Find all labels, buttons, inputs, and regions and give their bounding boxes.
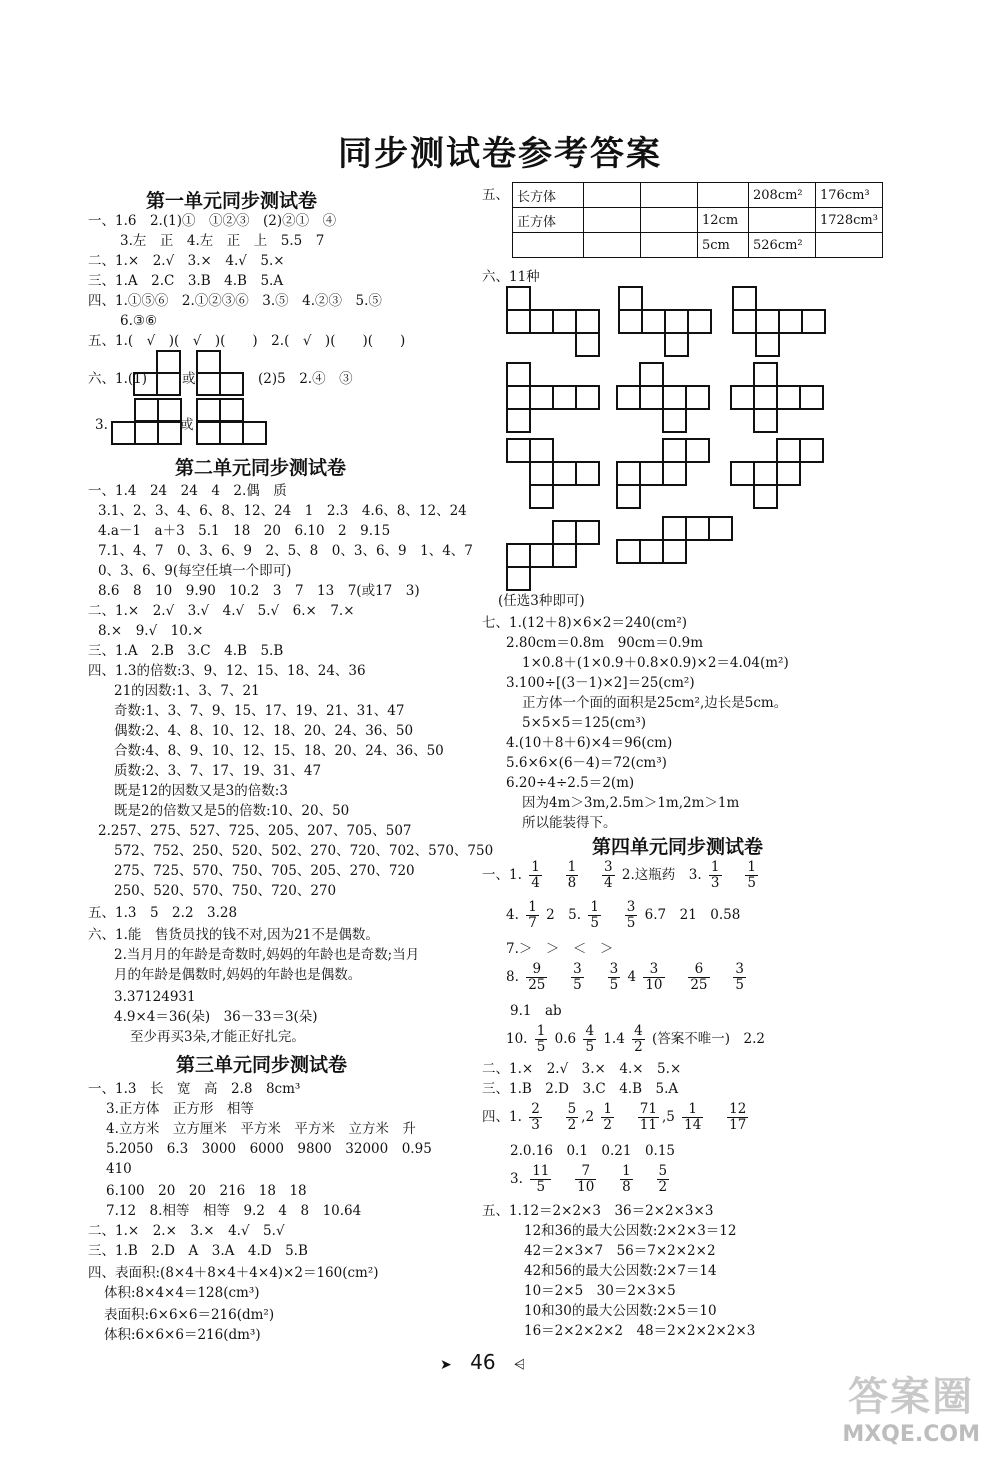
cube-net-figure xyxy=(732,286,828,358)
answer-line: 因为4m＞3m,2.5m＞1m,2m＞1m xyxy=(522,795,740,811)
answer-line: 4.a－1 a＋3 5.1 18 20 6.10 2 9.15 xyxy=(98,523,391,539)
fraction xyxy=(566,1102,579,1133)
answer-line: 体积:6×6×6＝216(dm³) xyxy=(104,1327,261,1343)
answer-text: ,5 xyxy=(661,1109,675,1125)
answer-line: 4.9×4＝36(朵) 36－33＝3(朵) xyxy=(114,1009,318,1025)
watermark-url: MXQE.COM xyxy=(842,1422,980,1447)
numerator: 1 xyxy=(710,859,720,875)
table-cell xyxy=(513,233,584,258)
answer-line: 7.＞ ＞ ＜ ＞ xyxy=(506,941,614,957)
denominator: 2 xyxy=(603,1117,612,1133)
table-cell xyxy=(584,208,641,233)
table-cell xyxy=(641,208,698,233)
nets-label: 六、11种 xyxy=(482,269,540,285)
answer-line: 3.正方体 正方形 相等 xyxy=(106,1101,254,1117)
unit1-heading: 第一单元同步测试卷 xyxy=(146,190,318,212)
numerator: 5 xyxy=(567,1101,577,1117)
answer-text: 10. xyxy=(506,1031,528,1047)
fraction-line xyxy=(506,962,749,993)
answer-line: 或 xyxy=(180,417,194,433)
fraction xyxy=(583,1024,596,1055)
answer-line: 一、1.3 长 宽 高 2.8 8cm³ xyxy=(88,1081,301,1097)
numerator: 3 xyxy=(735,961,744,977)
answer-line: 4.立方米 立方厘米 平方米 平方米 立方米 升 xyxy=(106,1121,416,1137)
answer-line: 12和36的最大公因数:2×2×3＝12 xyxy=(524,1223,737,1239)
answer-line: 二、1.× 2.√ 3.× 4.√ 5.× xyxy=(88,253,285,269)
table-cell xyxy=(816,233,883,258)
fraction xyxy=(530,1164,551,1195)
table-cell: 526cm² xyxy=(749,233,816,258)
denominator: 17 xyxy=(729,1117,747,1133)
fraction xyxy=(526,900,539,931)
answer-line: 一、1.6 2.(1)① ①②③ (2)②① ④ xyxy=(88,213,337,229)
table-cell xyxy=(698,183,749,208)
denominator: 5 xyxy=(735,977,744,993)
answer-line: 质数:2、3、7、17、19、31、47 xyxy=(114,763,322,779)
table-cell: 5cm xyxy=(698,233,749,258)
cube-net-figure xyxy=(730,362,826,434)
numerator: 1 xyxy=(622,1163,631,1179)
answer-line: 至少再买3朵,才能正好扎完。 xyxy=(130,1029,305,1045)
cube-net-figure xyxy=(506,520,602,592)
denominator: 5 xyxy=(573,977,582,993)
denominator: 2 xyxy=(634,1039,643,1055)
table-row xyxy=(513,183,883,208)
answer-line: 3. xyxy=(95,417,108,433)
denominator: 8 xyxy=(567,875,577,891)
answer-line: 既是12的因数又是3的倍数:3 xyxy=(114,783,288,799)
table-cell: 1728cm³ xyxy=(816,208,883,233)
numerator: 3 xyxy=(643,962,664,978)
answer-line: 六、1.能 售货员找的钱不对,因为21不是偶数。 xyxy=(88,927,379,943)
numerator: 3 xyxy=(609,961,619,977)
answer-text: 1.4 xyxy=(603,1031,625,1047)
answer-line: 或 xyxy=(182,371,196,387)
numerator: 6 xyxy=(688,962,709,978)
fraction xyxy=(632,1024,645,1055)
denominator: 8 xyxy=(622,1179,631,1195)
numerator: 1 xyxy=(747,859,756,875)
cube-net-figure xyxy=(730,438,826,510)
denominator: 5 xyxy=(585,1039,595,1055)
denominator: 25 xyxy=(690,977,708,993)
denominator: 14 xyxy=(684,1117,702,1133)
answer-text: 4 xyxy=(627,969,637,985)
fraction xyxy=(682,1102,703,1133)
table-cell: 正方体 xyxy=(513,208,584,233)
denominator: 5 xyxy=(626,915,636,931)
table-cell: 长方体 xyxy=(513,183,584,208)
denominator: 7 xyxy=(528,915,537,931)
cube-net-figure xyxy=(506,286,602,358)
answer-line: 体积:8×4×4＝128(cm³) xyxy=(104,1285,260,1301)
numerator: 71 xyxy=(639,1101,657,1117)
answer-line: 42＝2×3×7 56＝7×2×2×2 xyxy=(524,1243,716,1259)
table-cell xyxy=(641,233,698,258)
answer-line: 3.1、2、3、4、6、8、12、24 1 2.3 4.6、8、12、24 xyxy=(98,503,467,519)
fraction xyxy=(588,900,601,931)
fraction xyxy=(529,1102,542,1133)
fraction xyxy=(575,1164,596,1195)
fraction-line xyxy=(510,1164,672,1195)
nets-note: (任选3种即可) xyxy=(498,593,585,609)
fraction xyxy=(601,1102,614,1133)
denominator: 2 xyxy=(567,1117,577,1133)
cube-net-figure xyxy=(196,350,246,396)
cube-net-figure xyxy=(506,438,602,510)
answer-line: 4.(10＋8＋6)×4＝96(cm) xyxy=(506,735,673,751)
answer-line: 四、1.3的倍数:3、9、12、15、18、24、36 xyxy=(88,663,366,679)
table-cell: 12cm xyxy=(698,208,749,233)
table-cell xyxy=(584,233,641,258)
numerator: 9 xyxy=(526,962,547,978)
fraction xyxy=(643,962,664,993)
table-cell: 176cm³ xyxy=(816,183,883,208)
cube-net-figure xyxy=(133,350,183,396)
table-cell xyxy=(749,208,816,233)
numerator: 1 xyxy=(567,859,577,875)
answer-text: (答案不唯一) 2.2 xyxy=(652,1031,766,1047)
answer-line: 42和56的最大公因数:2×7＝14 xyxy=(524,1263,717,1279)
numerator: 12 xyxy=(729,1101,747,1117)
fraction xyxy=(733,962,746,993)
answer-line: 572、752、250、520、502、270、720、702、570、750 xyxy=(114,843,494,859)
answer-line: 7.12 8.相等 相等 9.2 4 8 10.64 xyxy=(106,1203,362,1219)
answer-line: 七、1.(12＋8)×6×2＝240(cm²) xyxy=(482,615,688,631)
answer-text: ,2 xyxy=(581,1109,595,1125)
numerator: 4 xyxy=(634,1023,643,1039)
denominator: 11 xyxy=(639,1117,657,1133)
table-cell xyxy=(641,183,698,208)
fraction xyxy=(602,860,615,891)
answer-text: 2.这瓶药 3. xyxy=(621,867,702,883)
answer-line: 16＝2×2×2×2 48＝2×2×2×2×3 xyxy=(524,1323,756,1339)
answer-line: 二、1.× 2.√ 3.× 4.× 5.× xyxy=(482,1061,682,1077)
answer-line: 三、1.A 2.C 3.B 4.B 5.A xyxy=(88,273,284,289)
answer-line: 410 xyxy=(106,1161,132,1177)
answer-line: 7.1、4、7 0、3、6、9 2、5、8 0、3、6、9 1、4、7 xyxy=(98,543,473,559)
numerator: 1 xyxy=(590,899,599,915)
numerator: 2 xyxy=(531,1101,540,1117)
cube-net-figure xyxy=(618,286,714,358)
answer-line: 8.× 9.√ 10.× xyxy=(98,623,204,639)
answer-line: 6.③⑥ xyxy=(120,313,158,329)
table-label: 五、 xyxy=(482,187,509,203)
numerator: 3 xyxy=(573,961,582,977)
numerator: 3 xyxy=(626,899,636,915)
denominator: 5 xyxy=(536,1179,546,1195)
answer-line: 三、1.B 2.D A 3.A 4.D 5.B xyxy=(88,1243,308,1259)
denominator: 3 xyxy=(710,875,720,891)
unit2-heading: 第二单元同步测试卷 xyxy=(175,457,347,479)
answer-line: 3.100÷[(3－1)×2]＝25(cm²) xyxy=(506,675,695,691)
page-number: 46 xyxy=(470,1350,496,1374)
fraction xyxy=(526,962,547,993)
answer-line: 二、1.× 2.√ 3.√ 4.√ 5.√ 6.× 7.× xyxy=(88,603,355,619)
fraction xyxy=(608,962,621,993)
cube-net-figure xyxy=(506,362,602,434)
numerator: 5 xyxy=(658,1163,668,1179)
footer-right-mark-icon: ⩤ xyxy=(513,1357,526,1373)
answer-text: 6.7 21 0.58 xyxy=(644,907,741,923)
numerator: 7 xyxy=(575,1164,596,1180)
answer-line: 五、1.12＝2×2×3 36＝2×2×3×3 xyxy=(482,1203,714,1219)
answer-line: 250、520、570、750、720、270 xyxy=(114,883,337,899)
fraction xyxy=(638,1102,659,1133)
fraction xyxy=(709,860,722,891)
numerator: 1 xyxy=(528,899,537,915)
fraction xyxy=(571,962,584,993)
answer-line: 三、1.A 2.B 3.C 4.B 5.B xyxy=(88,643,284,659)
fraction xyxy=(535,1024,548,1055)
table-cell xyxy=(584,183,641,208)
denominator: 4 xyxy=(531,875,540,891)
cube-net-figure xyxy=(616,516,736,566)
answer-line: 0、3、6、9(每空任填一个即可) xyxy=(98,563,292,579)
table-row xyxy=(513,233,883,258)
fraction xyxy=(688,962,709,993)
watermark xyxy=(842,1365,980,1447)
answer-line: 偶数:2、4、8、10、12、18、20、24、36、50 xyxy=(114,723,414,739)
answer-line: 275、725、570、750、705、205、270、720 xyxy=(114,863,415,879)
answer-line: 5.2050 6.3 3000 6000 9800 32000 0.95 xyxy=(106,1141,432,1157)
fraction xyxy=(727,1102,748,1133)
answer-text: 8. xyxy=(506,969,519,985)
answer-line: 四、1.①⑤⑥ 2.①②③⑥ 3.⑤ 4.②③ 5.⑤ xyxy=(88,293,382,309)
answer-line: 9.1 ab xyxy=(510,1003,562,1019)
numerator: 1 xyxy=(682,1102,703,1118)
table-cell: 208cm² xyxy=(749,183,816,208)
numerator: 3 xyxy=(603,859,613,875)
answer-line: 二、1.× 2.× 3.× 4.√ 5.√ xyxy=(88,1223,285,1239)
fraction xyxy=(566,860,579,891)
numerator: 11 xyxy=(532,1163,550,1179)
answer-line: 2.0.16 0.1 0.21 0.15 xyxy=(510,1143,676,1159)
numerator: 1 xyxy=(531,859,540,875)
answer-text: 0.6 xyxy=(554,1031,577,1047)
answer-line: 6.20÷4÷2.5＝2(m) xyxy=(506,775,635,791)
watermark-logo: 答案圈 xyxy=(848,1374,975,1420)
denominator: 5 xyxy=(747,875,756,891)
denominator: 5 xyxy=(590,915,599,931)
answer-line: 21的因数:1、3、7、21 xyxy=(114,683,260,699)
answer-line: 正方体一个面的面积是25cm²,边长是5cm。 xyxy=(522,695,788,711)
fraction-line xyxy=(482,860,761,891)
fraction xyxy=(657,1164,670,1195)
answer-line: (2)5 2.④ ③ xyxy=(258,371,353,387)
answer-line: 所以能装得下。 xyxy=(522,815,617,831)
answer-line: 5×5×5＝125(cm³) xyxy=(522,715,646,731)
answer-text: 2 5. xyxy=(546,907,582,923)
unit4-heading: 第四单元同步测试卷 xyxy=(592,836,764,858)
denominator: 4 xyxy=(603,875,613,891)
answer-line: 一、1.4 24 24 4 2.偶 质 xyxy=(88,483,287,499)
page-title: 同步测试卷参考答案 xyxy=(338,134,662,174)
answer-line: 2.80cm＝0.8m 90cm＝0.9m xyxy=(506,635,704,651)
answer-line: 1×0.8＋(1×0.9＋0.8×0.9)×2＝4.04(m²) xyxy=(522,655,789,671)
page-footer xyxy=(440,1350,525,1374)
fraction xyxy=(625,900,638,931)
answer-line: 2.257、275、527、725、205、207、705、507 xyxy=(98,823,412,839)
answer-line: 3.左 正 4.左 正 上 5.5 7 xyxy=(120,233,325,249)
fraction-line xyxy=(506,1024,765,1055)
table-row xyxy=(513,208,883,233)
answer-line: 六、1.(1) xyxy=(88,371,148,387)
denominator: 5 xyxy=(536,1039,546,1055)
answer-text: 3. xyxy=(510,1171,523,1187)
unit3-heading: 第三单元同步测试卷 xyxy=(176,1054,348,1076)
numerator: 4 xyxy=(585,1023,595,1039)
denominator: 10 xyxy=(645,977,663,993)
answer-line: 3.37124931 xyxy=(114,989,196,1005)
answer-line: 2.当月月的年龄是奇数时,妈妈的年龄也是奇数;当月 xyxy=(114,947,420,963)
answer-line: 10＝2×5 30＝2×3×5 xyxy=(524,1283,676,1299)
fraction-line xyxy=(482,1102,751,1133)
cube-net-figure xyxy=(616,438,712,510)
fraction xyxy=(620,1164,633,1195)
fraction xyxy=(529,860,542,891)
dimension-table xyxy=(512,182,883,258)
denominator: 3 xyxy=(531,1117,540,1133)
fraction-line xyxy=(506,900,740,931)
answer-line: 表面积:6×6×6＝216(dm²) xyxy=(104,1307,275,1323)
answer-line: 三、1.B 2.D 3.C 4.B 5.A xyxy=(482,1081,679,1097)
denominator: 10 xyxy=(577,1179,595,1195)
answer-line: 五、1.3 5 2.2 3.28 xyxy=(88,905,238,921)
answer-line: 8.6 8 10 9.90 10.2 3 7 13 7(或17 3) xyxy=(98,583,420,599)
answer-line: 6.100 20 20 216 18 18 xyxy=(106,1183,307,1199)
fraction xyxy=(745,860,758,891)
denominator: 25 xyxy=(528,977,546,993)
cube-net-figure xyxy=(616,362,712,434)
answer-line: 四、表面积:(8×4＋8×4＋4×4)×2＝160(cm²) xyxy=(88,1265,379,1281)
cube-net-figure xyxy=(110,398,184,446)
answer-text: 一、1. xyxy=(482,867,522,883)
answer-line: 5.6×6×(6－4)＝72(cm³) xyxy=(506,755,667,771)
answer-text: 四、1. xyxy=(482,1109,522,1125)
numerator: 1 xyxy=(603,1101,612,1117)
footer-left-mark-icon: ➤ xyxy=(440,1357,452,1373)
denominator: 5 xyxy=(609,977,619,993)
answer-line: 奇数:1、3、7、9、15、17、19、21、31、47 xyxy=(114,703,405,719)
answer-line: 月的年龄是偶数时,妈妈的年龄也是偶数。 xyxy=(114,967,362,983)
answer-line: 10和30的最大公因数:2×5＝10 xyxy=(524,1303,717,1319)
cube-net-figure xyxy=(195,398,269,446)
answer-text: 4. xyxy=(506,907,519,923)
answer-line: 合数:4、8、9、10、12、15、18、20、24、36、50 xyxy=(114,743,444,759)
answer-line: 既是2的倍数又是5的倍数:10、20、50 xyxy=(114,803,350,819)
answer-line: 五、1.( √ )( √ )( ) 2.( √ )( )( ) xyxy=(88,333,406,349)
denominator: 2 xyxy=(658,1179,668,1195)
numerator: 1 xyxy=(536,1023,546,1039)
